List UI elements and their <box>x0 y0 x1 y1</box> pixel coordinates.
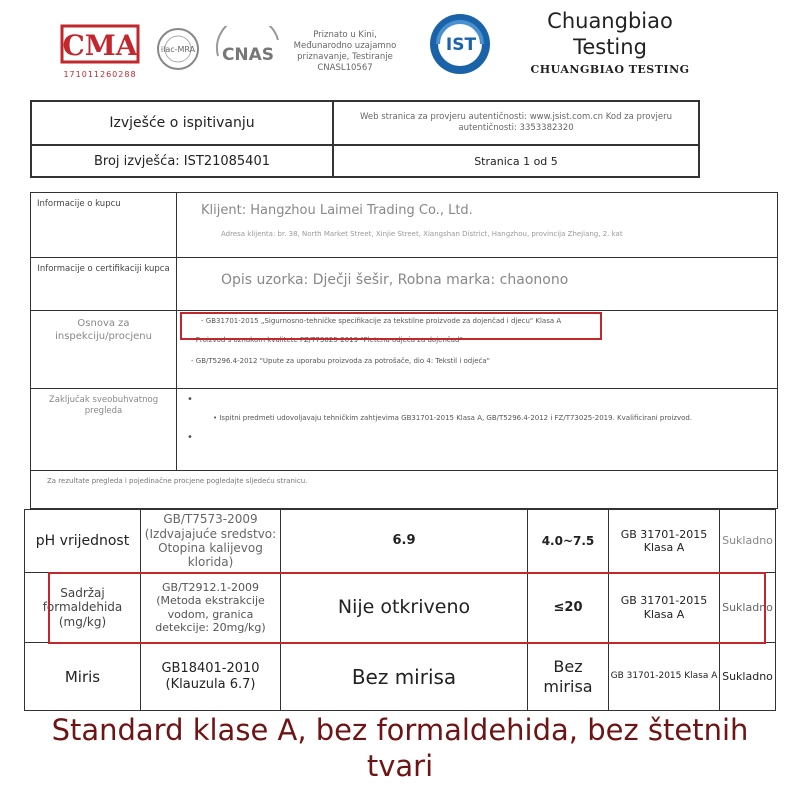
page-indicator: Stranica 1 od 5 <box>333 145 699 177</box>
client-name: Klijent: Hangzhou Laimei Trading Co., Ltd. <box>201 203 473 218</box>
item-name: Sadržaj formaldehida (mg/kg) <box>25 573 141 643</box>
test-result: Nije otkriveno <box>281 573 528 643</box>
limit-value: 4.0~7.5 <box>528 510 609 573</box>
recognition-note: Priznato u Kini, Međunarodno uzajamno priznavanje, Testiranje CNASL10567 <box>293 30 397 73</box>
item-name: pH vrijednost <box>25 510 141 573</box>
item-name: Miris <box>25 643 141 711</box>
standard-ref: GB 31701-2015 Klasa A <box>609 643 720 711</box>
brand-block <box>530 8 690 76</box>
verdict: Sukladno <box>720 643 776 711</box>
certification-label: Informacije o certifikaciji kupca <box>31 258 177 311</box>
basis-label: Osnova za inspekciju/procjenu <box>31 311 177 389</box>
test-method: GB/T2912.1-2009 (Metoda ekstrakcije vodom, granica detekcije: 20mg/kg) <box>141 573 281 643</box>
ist-logo <box>428 12 492 76</box>
brand-name: Chuangbiao Testing <box>547 9 673 59</box>
test-method: GB/T7573-2009 (Izdvajajuće sredstvo: Otopina kalijevog klorida) <box>141 510 281 573</box>
report-title: Izvješće o ispitivanju <box>31 101 333 145</box>
cnas-logo <box>212 26 284 72</box>
limit-value: ≤20 <box>528 573 609 643</box>
test-result: 6.9 <box>281 510 528 573</box>
verdict: Sukladno <box>720 510 776 573</box>
highlight-box <box>180 312 602 340</box>
svg-text:171011260288: 171011260288 <box>63 70 137 79</box>
basis-item: GB/T5296.4-2012 "Upute za uporabu proizvoda za potrošače, dio 4: Tekstil i odjeća" <box>195 357 490 365</box>
limit-value: Bez mirisa <box>528 643 609 711</box>
info-footer: Za rezultate pregleda i pojedinačne procjene pogledajte sljedeću stranicu. <box>31 471 778 509</box>
basis-item: GB31701-2015 „Sigurnosno-tehničke specifikacije za tekstilne proizvode za dojenčad i djecu" Klasa A <box>205 317 562 325</box>
customer-label: Informacije o kupcu <box>31 193 177 258</box>
highlight-box <box>48 572 766 644</box>
report-header-table <box>30 100 700 178</box>
basis-item: Proizvod s oznakom kvalitete FZ/T73025-2019 "Pletena odjeća za dojenčad" <box>195 336 463 344</box>
svg-text:IST: IST <box>445 35 477 55</box>
test-result: Bez mirisa <box>281 643 528 711</box>
svg-text:ilac-MRA: ilac-MRA <box>160 45 196 54</box>
client-address: Adresa klijenta: br. 38, North Market Street, Xinjie Street, Xiangshan District, Hangzhou, provincija Zhejiang, 2. kat <box>221 230 623 238</box>
svg-text:CMA: CMA <box>62 29 138 62</box>
conclusion-label: Zaključak sveobuhvatnog pregleda <box>31 389 177 471</box>
cma-logo <box>60 22 140 82</box>
standard-ref: GB 31701-2015 Klasa A <box>609 573 720 643</box>
promo-slogan: Standard klase A, bez formaldehida, bez štetnih tvari <box>51 713 749 783</box>
test-method: GB18401-2010 (Klauzula 6.7) <box>141 643 281 711</box>
authenticity-note: Web stranica za provjeru autentičnosti: www.jsist.com.cn Kod za provjeru autentičnosti: 3353382320 <box>333 101 699 145</box>
verdict: Sukladno <box>720 573 776 643</box>
standard-ref: GB 31701-2015 Klasa A <box>609 510 720 573</box>
sample-description: Opis uzorka: Dječji šešir, Robna marka: chaonono <box>221 272 569 288</box>
report-number: Broj izvješća: IST21085401 <box>31 145 333 177</box>
brand-name-caps: CHUANGBIAO TESTING <box>530 63 690 76</box>
ilac-mra-logo <box>150 26 206 72</box>
svg-text:CNAS: CNAS <box>221 45 275 65</box>
info-table: Informacije o kupcu Klijent: Hangzhou Laimei Trading Co., Ltd. Adresa klijenta: br. 38, North Market Street, Xinjie Street, Xiangshan District, Hangzhou, provincija Zhejiang, 2. kat Informacije o certifikaciji kupca Opis uzorka: Dječji šešir, Robna marka: chaonono Osnova za inspekciju/procjenu - GB31701-2015 „Sigurnosno-tehničke specifikacije za tekstilne proizvode za dojenčad i djecu" Klasa A - Proizvod s oznakom kvalitete FZ/T73025-2019 "Pletena odjeća za dojenčad" - GB/T5296.4-2012 "Upute za uporabu proizvoda za potrošače, dio 4: Tekstil i odjeća" Zaključak sveobuhvatnog pregleda • • Ispitni predmeti udovoljavaju tehničkim zahtjevima GB31701-2015 Klasa A, GB/T5296.4-2012 i FZ/T73025-2019. Kvalificirani proizvod. • Za rezultate pregleda i pojedinačne procjene pogledajte sljedeću stranicu. <box>30 192 778 509</box>
conclusion-text: Ispitni predmeti udovoljavaju tehničkim zahtjevima GB31701-2015 Klasa A, GB/T5296.4-2012 i FZ/T73025-2019. Kvalificirani proizvod. <box>219 414 693 422</box>
